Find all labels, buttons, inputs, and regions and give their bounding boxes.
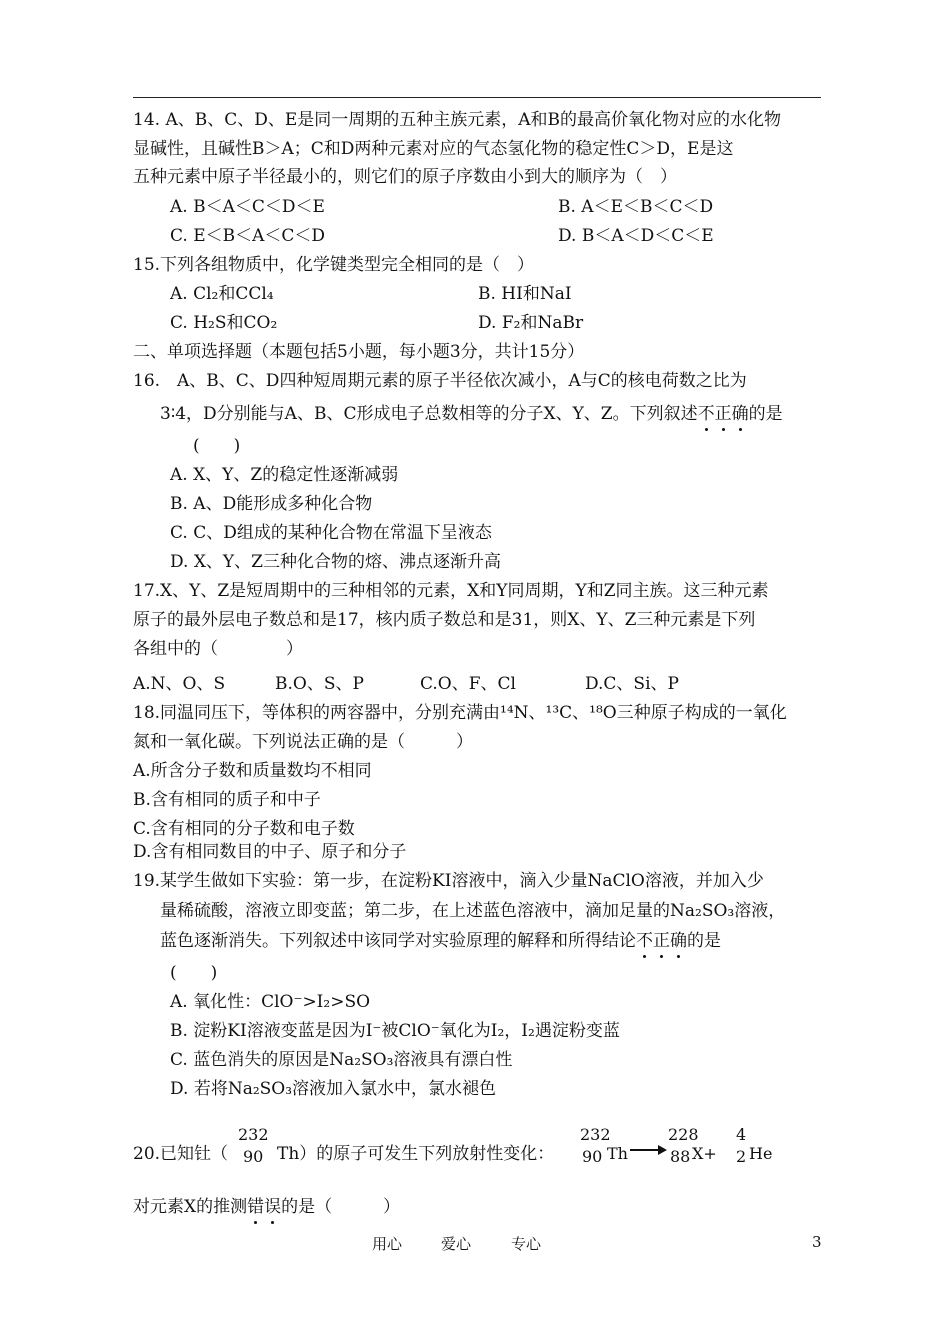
q16-option-c: C. C、D组成的某种化合物在常温下呈液态 xyxy=(170,523,492,543)
section-2-heading: 二、单项选择题（本题包括5小题，每小题3分，共计15分） xyxy=(133,342,585,362)
q16-answer-blank: ( ) xyxy=(193,436,241,456)
q19-option-a: A. 氧化性：ClO⁻>I₂>SO xyxy=(170,992,371,1012)
emphasis-char: 正 xyxy=(714,404,732,424)
emphasis-char: 不 xyxy=(636,931,653,951)
eq-z-1: 90 xyxy=(582,1147,603,1166)
q14-line2: 显碱性，且碱性B＞A；C和D两种元素对应的气态氢化物的稳定性C＞D，E是这 xyxy=(133,139,734,159)
header-rule xyxy=(133,97,821,98)
th-atomic-number: 90 xyxy=(243,1147,264,1166)
q14-line3: 五种元素中原子半径最小的，则它们的原子序数由小到大的顺序为（ ） xyxy=(133,167,677,187)
q17-line1: 17.X、Y、Z是短周期中的三种相邻的元素，X和Y同周期，Y和Z同主族。这三种元素 xyxy=(133,581,769,601)
q14-line1: 14. A、B、C、D、E是同一周期的五种主族元素，A和B的最高价氧化物对应的水化物 xyxy=(133,110,782,130)
eq-z-2: 88 xyxy=(670,1147,691,1166)
q15-option-c: C. H₂S和CO₂ xyxy=(170,313,278,333)
q19-option-c: C. 蓝色消失的原因是Na₂SO₃溶液具有漂白性 xyxy=(170,1050,513,1070)
emphasis-char: 确 xyxy=(670,931,687,951)
q18-option-b: B.含有相同的质子和中子 xyxy=(133,790,321,810)
q19-option-d: D. 若将Na₂SO₃溶液加入氯水中，氯水褪色 xyxy=(170,1079,497,1099)
q18-option-d: D.含有相同数目的中子、原子和分子 xyxy=(133,842,407,862)
q20-prefix: 20.已知钍（ xyxy=(133,1144,229,1164)
q14-option-a: A. B＜A＜C＜D＜E xyxy=(170,197,325,217)
emphasis-char: 确 xyxy=(731,404,749,424)
emphasis-char: 错 xyxy=(247,1197,265,1217)
q15-option-b: B. HI和NaI xyxy=(478,284,572,304)
emphasis-char: 不 xyxy=(697,404,715,424)
q20-line2: 对元素X的推测错误的是（ ） xyxy=(133,1197,401,1217)
q15-option-a: A. Cl₂和CCl₄ xyxy=(170,284,274,304)
q15-option-d: D. F₂和NaBr xyxy=(478,313,584,333)
q18-line1: 18.同温同压下，等体积的两容器中，分别充满由¹⁴N、¹³C、¹⁸O三种原子构成的一氧化 xyxy=(133,703,787,723)
q16-line1: 16. A、B、C、D四种短周期元素的原子半径依次减小，A与C的核电荷数之比为 xyxy=(133,371,747,391)
q17-option-a: A.N、O、S xyxy=(133,674,226,694)
q17-option-b: B.O、S、P xyxy=(275,674,364,694)
page-number: 3 xyxy=(812,1233,822,1251)
q16-option-a: A. X、Y、Z的稳定性逐渐减弱 xyxy=(170,465,399,485)
footer-motto-2: 爱心 xyxy=(441,1235,472,1253)
q18-option-a: A.所含分子数和质量数均不相同 xyxy=(133,761,372,781)
eq-symbol-x: X+ xyxy=(692,1144,717,1163)
q19-line3: 蓝色逐渐消失。下列叙述中该同学对实验原理的解释和所得结论不正确的是 xyxy=(160,931,721,951)
q19-option-b: B. 淀粉KI溶液变蓝是因为I⁻被ClO⁻氧化为I₂，I₂遇淀粉变蓝 xyxy=(170,1021,620,1041)
q16-line2: 3∶4，D分别能与A、B、C形成电子总数相等的分子X、Y、Z。下列叙述不正确的是 xyxy=(160,404,783,424)
q19-line1: 19.某学生做如下实验：第一步，在淀粉KI溶液中，滴入少量NaClO溶液，并加入少 xyxy=(133,871,764,891)
q16-option-d: D. X、Y、Z三种化合物的熔、沸点逐渐升高 xyxy=(170,552,501,572)
q17-line3: 各组中的（ ） xyxy=(133,639,303,659)
q14-option-d: D. B＜A＜D＜C＜E xyxy=(558,226,714,246)
th-mass-number: 232 xyxy=(238,1125,269,1144)
q19-line2: 量稀硫酸，溶液立即变蓝；第二步，在上述蓝色溶液中，滴加足量的Na₂SO₃溶液， xyxy=(160,901,786,921)
eq-mass-1: 232 xyxy=(580,1125,611,1144)
q20-th-text: Th）的原子可发生下列放射性变化： xyxy=(277,1144,555,1164)
q18-line2: 氮和一氧化碳。下列说法正确的是（ ） xyxy=(133,732,473,752)
q19-answer-blank: ( ) xyxy=(170,963,218,983)
eq-mass-3: 4 xyxy=(736,1125,747,1144)
q16-option-b: B. A、D能形成多种化合物 xyxy=(170,494,373,514)
q18-option-c: C.含有相同的分子数和电子数 xyxy=(133,819,355,839)
q17-option-c: C.O、F、Cl xyxy=(420,674,516,694)
q14-option-b: B. A＜E＜B＜C＜D xyxy=(558,197,714,217)
eq-symbol-he: He xyxy=(749,1144,773,1163)
eq-z-3: 2 xyxy=(736,1147,747,1166)
reaction-arrow-icon xyxy=(630,1144,668,1156)
eq-mass-2: 228 xyxy=(668,1125,699,1144)
footer-motto-1: 用心 xyxy=(372,1235,403,1253)
q15-stem: 15.下列各组物质中，化学键类型完全相同的是（ ） xyxy=(133,255,535,275)
footer-motto-3: 专心 xyxy=(511,1235,542,1253)
q17-option-d: D.C、Si、P xyxy=(585,674,679,694)
q17-line2: 原子的最外层电子数总和是17，核内质子数总和是31，则X、Y、Z三种元素是下列 xyxy=(133,610,756,630)
emphasis-char: 正 xyxy=(653,931,670,951)
eq-symbol-th: Th xyxy=(607,1144,628,1163)
emphasis-char: 误 xyxy=(264,1197,282,1217)
q14-option-c: C. E＜B＜A＜C＜D xyxy=(170,226,326,246)
